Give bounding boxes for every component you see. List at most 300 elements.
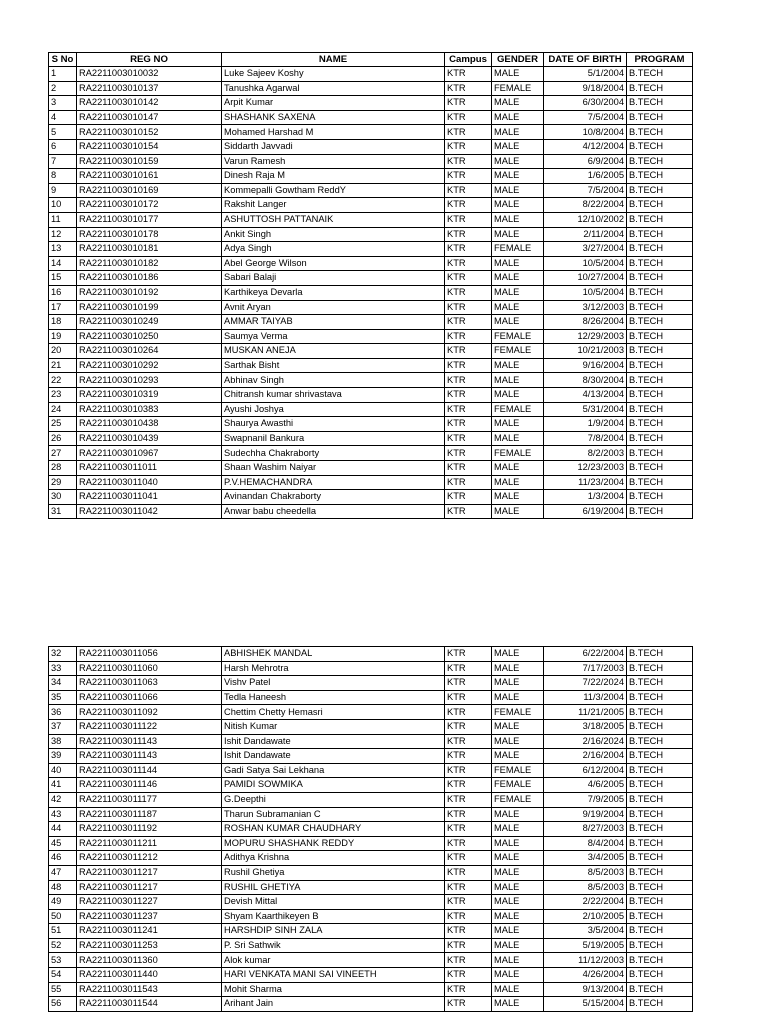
table-row [49,792,693,807]
cell-dob: 8/22/2004 [544,198,627,213]
cell-program: B.TECH [627,139,693,154]
cell-gender: FEMALE [492,763,544,778]
cell-gender: MALE [492,475,544,490]
cell-gender: MALE [492,373,544,388]
cell-campus: KTR [445,792,492,807]
cell-program: B.TECH [627,763,693,778]
cell-gender: MALE [492,661,544,676]
cell-sno: 14 [49,256,77,271]
table-row [49,865,693,880]
cell-dob: 5/19/2005 [544,938,627,953]
cell-program: B.TECH [627,997,693,1012]
table-row [49,358,693,373]
table-row [49,139,693,154]
cell-name: Ayushi Joshya [222,402,445,417]
table-body [49,67,693,519]
cell-name: Vishv Patel [222,676,445,691]
cell-program: B.TECH [627,431,693,446]
cell-dob: 7/22/2024 [544,676,627,691]
cell-sno: 26 [49,431,77,446]
cell-program: B.TECH [627,315,693,330]
cell-gender: MALE [492,968,544,983]
cell-name: G.Deepthi [222,792,445,807]
cell-program: B.TECH [627,300,693,315]
cell-regno: RA2211003011227 [77,895,222,910]
table-row [49,169,693,184]
table-row [49,661,693,676]
cell-regno: RA2211003011060 [77,661,222,676]
cell-gender: MALE [492,880,544,895]
cell-dob: 2/22/2004 [544,895,627,910]
cell-dob: 11/21/2005 [544,705,627,720]
cell-campus: KTR [445,373,492,388]
cell-program: B.TECH [627,836,693,851]
cell-program: B.TECH [627,851,693,866]
cell-gender: FEMALE [492,792,544,807]
table-row [49,676,693,691]
cell-campus: KTR [445,431,492,446]
cell-sno: 41 [49,778,77,793]
cell-gender: MALE [492,388,544,403]
cell-dob: 8/30/2004 [544,373,627,388]
cell-program: B.TECH [627,344,693,359]
cell-regno: RA2211003010137 [77,81,222,96]
cell-sno: 44 [49,822,77,837]
cell-gender: MALE [492,909,544,924]
cell-program: B.TECH [627,402,693,417]
cell-campus: KTR [445,96,492,111]
cell-sno: 18 [49,315,77,330]
cell-gender: FEMALE [492,329,544,344]
cell-program: B.TECH [627,938,693,953]
table-row [49,880,693,895]
cell-sno: 3 [49,96,77,111]
cell-campus: KTR [445,822,492,837]
cell-campus: KTR [445,256,492,271]
header-sno: S No [49,53,77,67]
cell-program: B.TECH [627,96,693,111]
cell-program: B.TECH [627,183,693,198]
cell-dob: 10/5/2004 [544,256,627,271]
cell-sno: 6 [49,139,77,154]
cell-sno: 27 [49,446,77,461]
cell-regno: RA2211003010147 [77,110,222,125]
cell-campus: KTR [445,271,492,286]
cell-sno: 38 [49,734,77,749]
cell-campus: KTR [445,982,492,997]
cell-sno: 50 [49,909,77,924]
table-row [49,417,693,432]
cell-gender: MALE [492,198,544,213]
table-row [49,96,693,111]
cell-regno: RA2211003011143 [77,734,222,749]
cell-name: Tanushka Agarwal [222,81,445,96]
cell-sno: 56 [49,997,77,1012]
cell-gender: MALE [492,212,544,227]
cell-regno: RA2211003010967 [77,446,222,461]
cell-name: SHASHANK SAXENA [222,110,445,125]
cell-gender: MALE [492,851,544,866]
cell-sno: 39 [49,749,77,764]
cell-gender: MALE [492,358,544,373]
cell-name: HARSHDIP SINH ZALA [222,924,445,939]
cell-regno: RA2211003011063 [77,676,222,691]
cell-campus: KTR [445,388,492,403]
cell-name: Sudechha Chakraborty [222,446,445,461]
cell-campus: KTR [445,183,492,198]
table-row [49,227,693,242]
cell-regno: RA2211003010319 [77,388,222,403]
cell-name: Rakshit Langer [222,198,445,213]
cell-dob: 3/12/2003 [544,300,627,315]
cell-dob: 4/12/2004 [544,139,627,154]
cell-name: Shyam Kaarthikeyen B [222,909,445,924]
cell-dob: 7/5/2004 [544,110,627,125]
cell-sno: 37 [49,719,77,734]
cell-gender: MALE [492,953,544,968]
cell-program: B.TECH [627,67,693,82]
cell-sno: 19 [49,329,77,344]
cell-name: HARI VENKATA MANI SAI VINEETH [222,968,445,983]
cell-regno: RA2211003011144 [77,763,222,778]
cell-campus: KTR [445,705,492,720]
cell-gender: MALE [492,504,544,519]
cell-regno: RA2211003010292 [77,358,222,373]
cell-name: Varun Ramesh [222,154,445,169]
table-row [49,982,693,997]
cell-regno: RA2211003011253 [77,938,222,953]
table-body [49,647,693,1012]
cell-regno: RA2211003011011 [77,461,222,476]
cell-sno: 5 [49,125,77,140]
cell-sno: 4 [49,110,77,125]
cell-regno: RA2211003010438 [77,417,222,432]
cell-gender: MALE [492,169,544,184]
cell-campus: KTR [445,909,492,924]
cell-regno: RA2211003010152 [77,125,222,140]
cell-dob: 3/5/2004 [544,924,627,939]
cell-name: Ishit Dandawate [222,734,445,749]
cell-campus: KTR [445,807,492,822]
cell-regno: RA2211003010182 [77,256,222,271]
cell-name: Siddarth Javvadi [222,139,445,154]
cell-sno: 23 [49,388,77,403]
cell-campus: KTR [445,836,492,851]
cell-name: Gadi Satya Sai Lekhana [222,763,445,778]
cell-gender: MALE [492,938,544,953]
cell-gender: MALE [492,822,544,837]
cell-campus: KTR [445,81,492,96]
table-row [49,504,693,519]
cell-regno: RA2211003011042 [77,504,222,519]
cell-sno: 10 [49,198,77,213]
cell-regno: RA2211003010154 [77,139,222,154]
cell-dob: 7/8/2004 [544,431,627,446]
table-row [49,256,693,271]
cell-sno: 33 [49,661,77,676]
cell-gender: MALE [492,924,544,939]
table-row [49,749,693,764]
table-row [49,67,693,82]
table-row [49,719,693,734]
cell-regno: RA2211003010199 [77,300,222,315]
cell-name: Abel George Wilson [222,256,445,271]
cell-regno: RA2211003010181 [77,242,222,257]
cell-program: B.TECH [627,110,693,125]
cell-regno: RA2211003011187 [77,807,222,822]
cell-program: B.TECH [627,81,693,96]
cell-campus: KTR [445,690,492,705]
cell-gender: MALE [492,461,544,476]
cell-dob: 11/3/2004 [544,690,627,705]
table-row [49,212,693,227]
cell-program: B.TECH [627,822,693,837]
cell-regno: RA2211003011211 [77,836,222,851]
cell-gender: MALE [492,719,544,734]
cell-name: Adithya Krishna [222,851,445,866]
cell-dob: 9/13/2004 [544,982,627,997]
cell-gender: MALE [492,734,544,749]
cell-gender: FEMALE [492,402,544,417]
cell-program: B.TECH [627,661,693,676]
cell-name: Kommepalli Gowtham ReddY [222,183,445,198]
cell-campus: KTR [445,475,492,490]
cell-campus: KTR [445,227,492,242]
cell-name: P. Sri Sathwik [222,938,445,953]
cell-program: B.TECH [627,169,693,184]
cell-program: B.TECH [627,475,693,490]
cell-sno: 8 [49,169,77,184]
cell-dob: 8/27/2003 [544,822,627,837]
cell-dob: 11/12/2003 [544,953,627,968]
header-dob: DATE OF BIRTH [544,53,627,67]
cell-dob: 1/9/2004 [544,417,627,432]
cell-sno: 36 [49,705,77,720]
cell-gender: MALE [492,271,544,286]
cell-campus: KTR [445,212,492,227]
cell-sno: 28 [49,461,77,476]
cell-dob: 8/2/2003 [544,446,627,461]
cell-campus: KTR [445,315,492,330]
cell-program: B.TECH [627,358,693,373]
table-row [49,285,693,300]
cell-sno: 11 [49,212,77,227]
header-gender: GENDER [492,53,544,67]
cell-regno: RA2211003011143 [77,749,222,764]
table-row [49,373,693,388]
cell-program: B.TECH [627,417,693,432]
cell-campus: KTR [445,647,492,662]
cell-sno: 55 [49,982,77,997]
cell-program: B.TECH [627,504,693,519]
cell-dob: 2/16/2004 [544,749,627,764]
cell-campus: KTR [445,968,492,983]
cell-sno: 2 [49,81,77,96]
cell-gender: MALE [492,110,544,125]
cell-sno: 47 [49,865,77,880]
cell-name: Avinandan Chakraborty [222,490,445,505]
cell-gender: MALE [492,256,544,271]
table-row [49,475,693,490]
cell-campus: KTR [445,676,492,691]
cell-gender: FEMALE [492,705,544,720]
cell-program: B.TECH [627,490,693,505]
cell-name: ASHUTTOSH PATTANAIK [222,212,445,227]
cell-campus: KTR [445,67,492,82]
cell-dob: 12/23/2003 [544,461,627,476]
cell-campus: KTR [445,285,492,300]
cell-gender: MALE [492,417,544,432]
table-row [49,154,693,169]
cell-regno: RA2211003010169 [77,183,222,198]
cell-campus: KTR [445,997,492,1012]
cell-program: B.TECH [627,705,693,720]
cell-regno: RA2211003011041 [77,490,222,505]
table-row [49,822,693,837]
cell-sno: 20 [49,344,77,359]
cell-name: Dinesh Raja M [222,169,445,184]
cell-dob: 6/22/2004 [544,647,627,662]
cell-sno: 46 [49,851,77,866]
cell-gender: MALE [492,125,544,140]
table-row [49,183,693,198]
cell-dob: 7/9/2005 [544,792,627,807]
cell-sno: 30 [49,490,77,505]
cell-program: B.TECH [627,690,693,705]
cell-name: Mohamed Harshad M [222,125,445,140]
cell-program: B.TECH [627,880,693,895]
cell-program: B.TECH [627,446,693,461]
cell-gender: MALE [492,749,544,764]
cell-name: AMMAR TAIYAB [222,315,445,330]
cell-gender: MALE [492,982,544,997]
table-row [49,271,693,286]
cell-dob: 5/15/2004 [544,997,627,1012]
cell-gender: MALE [492,227,544,242]
cell-name: Ankit Singh [222,227,445,242]
cell-dob: 6/12/2004 [544,763,627,778]
table-row [49,315,693,330]
table-row [49,909,693,924]
table-row [49,110,693,125]
cell-name: PAMIDI SOWMIKA [222,778,445,793]
cell-regno: RA2211003011217 [77,865,222,880]
cell-gender: MALE [492,315,544,330]
cell-sno: 9 [49,183,77,198]
cell-name: Shaan Washim Naiyar [222,461,445,476]
cell-name: Nitish Kumar [222,719,445,734]
cell-name: Swapnanil Bankura [222,431,445,446]
cell-regno: RA2211003010178 [77,227,222,242]
cell-gender: MALE [492,490,544,505]
cell-name: P.V.HEMACHANDRA [222,475,445,490]
cell-sno: 12 [49,227,77,242]
cell-dob: 1/3/2004 [544,490,627,505]
cell-dob: 4/13/2004 [544,388,627,403]
cell-dob: 5/31/2004 [544,402,627,417]
cell-program: B.TECH [627,285,693,300]
cell-dob: 9/18/2004 [544,81,627,96]
cell-program: B.TECH [627,968,693,983]
cell-campus: KTR [445,719,492,734]
cell-dob: 10/8/2004 [544,125,627,140]
table-row [49,446,693,461]
cell-dob: 11/23/2004 [544,475,627,490]
cell-sno: 54 [49,968,77,983]
table-row [49,81,693,96]
cell-name: Rushil Ghetiya [222,865,445,880]
table-row [49,647,693,662]
table-row [49,690,693,705]
cell-campus: KTR [445,953,492,968]
cell-regno: RA2211003010161 [77,169,222,184]
table-row [49,953,693,968]
cell-campus: KTR [445,125,492,140]
cell-sno: 16 [49,285,77,300]
cell-dob: 8/5/2003 [544,865,627,880]
cell-campus: KTR [445,242,492,257]
cell-regno: RA2211003011146 [77,778,222,793]
cell-regno: RA2211003010032 [77,67,222,82]
cell-campus: KTR [445,198,492,213]
cell-dob: 8/26/2004 [544,315,627,330]
cell-name: Adya Singh [222,242,445,257]
cell-regno: RA2211003010186 [77,271,222,286]
table-row [49,461,693,476]
cell-dob: 6/30/2004 [544,96,627,111]
cell-regno: RA2211003011056 [77,647,222,662]
cell-program: B.TECH [627,154,693,169]
cell-sno: 7 [49,154,77,169]
cell-regno: RA2211003011217 [77,880,222,895]
cell-program: B.TECH [627,256,693,271]
table-row [49,968,693,983]
cell-regno: RA2211003011040 [77,475,222,490]
cell-sno: 35 [49,690,77,705]
cell-dob: 10/5/2004 [544,285,627,300]
cell-gender: MALE [492,431,544,446]
cell-name: Alok kumar [222,953,445,968]
cell-sno: 17 [49,300,77,315]
cell-regno: RA2211003010250 [77,329,222,344]
table-row [49,836,693,851]
cell-campus: KTR [445,490,492,505]
cell-program: B.TECH [627,329,693,344]
cell-sno: 49 [49,895,77,910]
cell-dob: 5/1/2004 [544,67,627,82]
cell-dob: 2/16/2024 [544,734,627,749]
cell-sno: 43 [49,807,77,822]
cell-program: B.TECH [627,807,693,822]
header-name: NAME [222,53,445,67]
cell-regno: RA2211003011360 [77,953,222,968]
cell-name: ROSHAN KUMAR CHAUDHARY [222,822,445,837]
cell-dob: 3/27/2004 [544,242,627,257]
cell-program: B.TECH [627,388,693,403]
cell-program: B.TECH [627,212,693,227]
cell-campus: KTR [445,154,492,169]
cell-sno: 40 [49,763,77,778]
cell-program: B.TECH [627,982,693,997]
cell-dob: 9/16/2004 [544,358,627,373]
table-row [49,895,693,910]
cell-regno: RA2211003011241 [77,924,222,939]
cell-regno: RA2211003010177 [77,212,222,227]
cell-regno: RA2211003010192 [77,285,222,300]
cell-gender: FEMALE [492,81,544,96]
cell-campus: KTR [445,402,492,417]
cell-program: B.TECH [627,242,693,257]
